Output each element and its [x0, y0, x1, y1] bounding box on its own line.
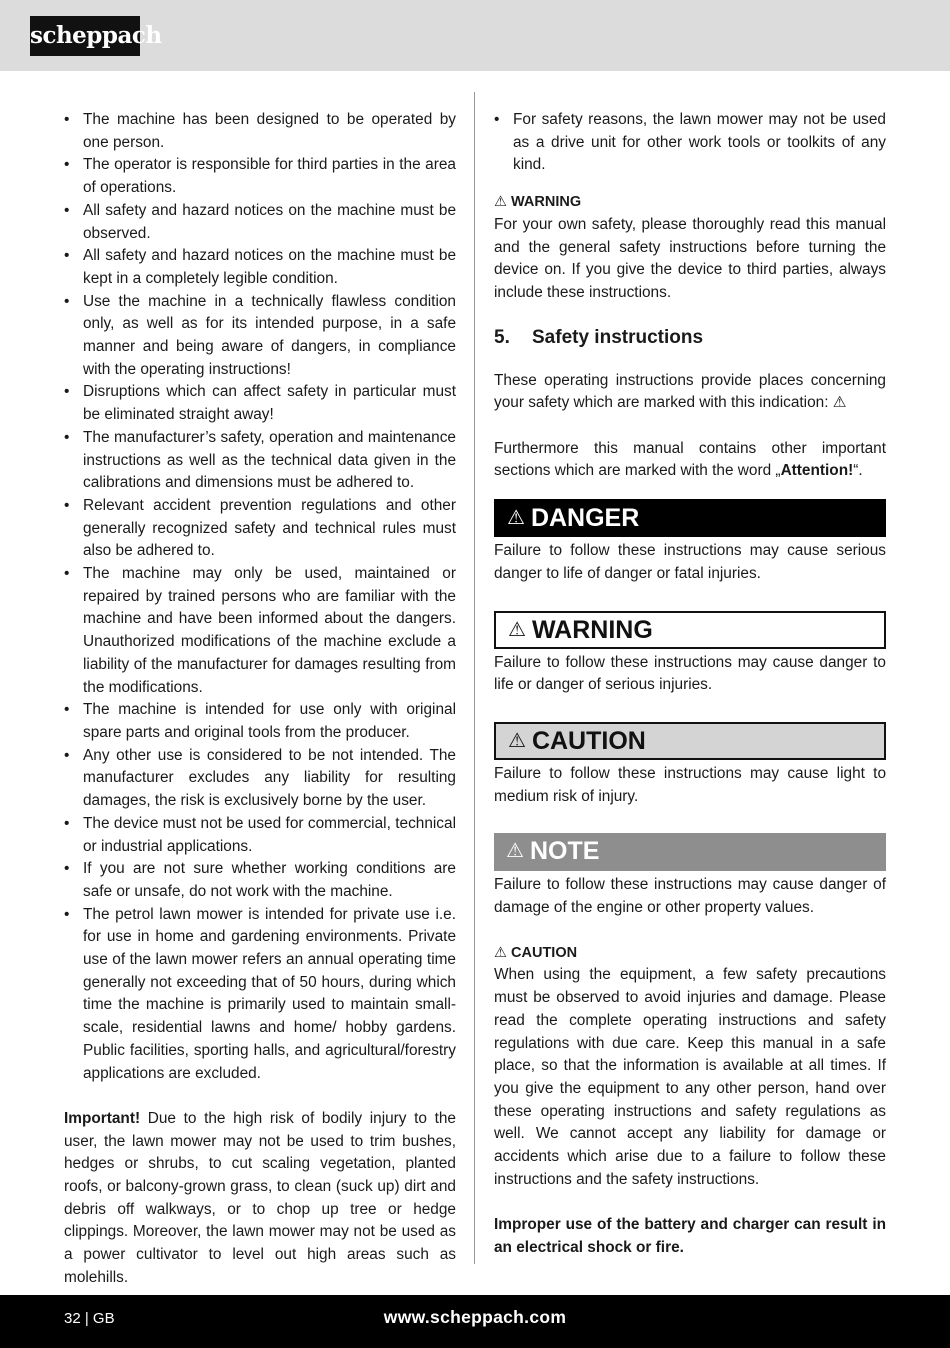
caution-box [494, 722, 886, 760]
list-item: • For safety reasons, the lawn mower may not be used as a drive unit for other work tools or toolkits of any kind. [494, 109, 886, 177]
warning-heading [494, 191, 886, 214]
website-link[interactable]: www.scheppach.com [383, 1307, 567, 1327]
scheppach-logo: scheppach [30, 16, 140, 56]
section-number: 5. [494, 326, 510, 348]
warning-triangle-icon: ⚠ [506, 840, 524, 863]
caution-paragraph: When using the equipment, a few safety precautions must be observed to avoid injuries and damage. Please read the complete operating instructions and safety regulations with due care. Keep this manual in a safe place, so that the information is available at all times. If you give the equipment to any other person, hand over these operating instructions and safety regulations as well. We cannot accept any liability for damage or accidents which arise due to a failure to follow these instructions and the safety instructions. [494, 966, 886, 1188]
attention-word: Attention! [780, 462, 854, 480]
important-label: Important! [64, 1109, 141, 1127]
warning-triangle-icon: ⚠ [508, 729, 526, 752]
intro-text: These operating instructions provide places concerning your safety which are marked with this indication: [494, 371, 886, 412]
warning-text: Failure to follow these instructions may cause danger to life or danger of serious injuries. [494, 653, 886, 694]
caution-text: Failure to follow these instructions may cause light to medium risk of injury. [494, 764, 886, 805]
section-title: Safety instructions [532, 326, 704, 348]
page-footer [0, 1295, 950, 1348]
list-item: • The petrol lawn mower is intended for private use i.e. for use in home and gardening environments. Private use of the lawn mower refers an annual operating time generally not exceeding that of 50 hours, during which time the machine is primarily used to maintain small-scale, residential lawns and home/ hobby gardens. Public facilities, sporting halls, and agricultural/forestry applications are excluded. [64, 904, 456, 1086]
battery-warning: Improper use of the battery and charger can result in an electrical shock or fire. [494, 1216, 886, 1256]
note-label: NOTE [529, 837, 600, 866]
section-heading [494, 325, 886, 351]
safety-bullet-list [64, 109, 456, 1085]
danger-box [494, 499, 886, 537]
warning-triangle-icon: ⚠ [508, 618, 526, 641]
list-item: • Use the machine in a technically flawless condition only, as well as for its intended purpose, in a safe manner and being aware of dangers, in compliance with the operating instructions! [64, 291, 456, 382]
furthermore-text: Furthermore this manual contains other important sections which are marked with the word „ [494, 439, 886, 480]
column-divider [474, 92, 475, 1264]
danger-label: DANGER [530, 504, 640, 533]
caution-heading [494, 942, 886, 965]
note-text: Failure to follow these instructions may cause danger of damage of the engine or other property values. [494, 876, 886, 917]
warning-triangle-icon: ⚠ [494, 944, 507, 961]
list-item: • The machine has been designed to be operated by one person. [64, 109, 456, 154]
furthermore-paragraph [494, 438, 886, 483]
list-item: • The device must not be used for commercial, technical or industrial applications. [64, 813, 456, 858]
page-header [0, 0, 950, 71]
warning-label: WARNING [531, 615, 653, 644]
list-item: • The manufacturer’s safety, operation and maintenance instructions as well as the technical data given in the calibrations and dimensions must be adhered to. [64, 427, 456, 495]
list-item: • The operator is responsible for third parties in the area of operations. [64, 154, 456, 199]
warning-triangle-icon: ⚠ [494, 194, 507, 211]
note-box [494, 833, 886, 871]
important-paragraph [64, 1108, 456, 1290]
caution-label: CAUTION [531, 726, 646, 755]
warning-paragraph: For your own safety, please thoroughly read this manual and the general safety instructions before turning the device on. If you give the device to third parties, always include these instructions. [494, 215, 886, 301]
list-item: • Any other use is considered to be not intended. The manufacturer excludes any liability for resulting damages, the risk is exclusively borne by the user. [64, 745, 456, 813]
list-item: • If you are not sure whether working conditions are safe or unsafe, do not work with the machine. [64, 858, 456, 903]
list-item: • The machine may only be used, maintained or repaired by trained persons who are familiar with the machine and have been informed about the dangers. Unauthorized modifications of the machine exclude a liability of the manufacturer for damages resulting from the modifications. [64, 563, 456, 699]
list-item: • The machine is intended for use only with original spare parts and original tools from the producer. [64, 699, 456, 744]
list-item: • Disruptions which can affect safety in particular must be eliminated straight away! [64, 381, 456, 426]
danger-text: Failure to follow these instructions may cause serious danger to life of danger or fatal injuries. [494, 542, 886, 582]
right-column [494, 109, 886, 1260]
furthermore-end: “. [853, 462, 863, 480]
warning-heading-label: WARNING [511, 194, 582, 211]
list-item: • All safety and hazard notices on the machine must be observed. [64, 200, 456, 245]
warning-triangle-icon: ⚠ [832, 394, 847, 412]
important-text: Due to the high risk of bodily injury to the user, the lawn mower may not be used to trim bushes, hedges or shrubs, to cut scaling vegetation, planted roofs, or balcony-grown grass, to clean (suck up) dirt and debris off walkways, or to chop up tree or hedge clippings. Moreover, the lawn mower may not be used as a power cultivator to level out high areas such as molehills. [64, 1109, 456, 1286]
left-column [64, 109, 456, 1290]
page-number: 32 | GB [64, 1310, 115, 1327]
top-bullet-list [494, 109, 886, 177]
list-item: • All safety and hazard notices on the machine must be kept in a completely legible condition. [64, 245, 456, 290]
list-item: • Relevant accident prevention regulations and other generally recognized safety and technical rules must also be adhered to. [64, 495, 456, 563]
warning-triangle-icon: ⚠ [507, 507, 525, 530]
warning-box [494, 611, 886, 649]
intro-paragraph [494, 370, 886, 415]
caution-heading-label: CAUTION [511, 944, 578, 961]
